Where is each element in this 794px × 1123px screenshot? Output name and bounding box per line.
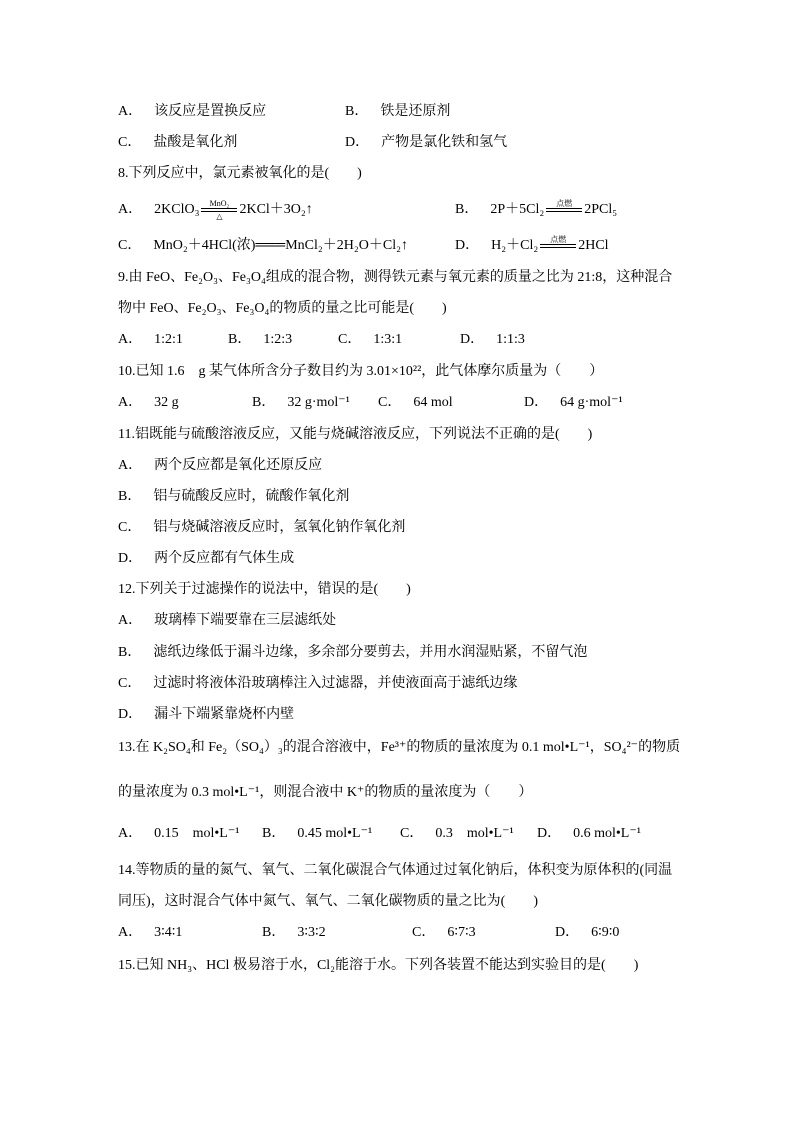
- option-text: 64 g·mol⁻¹: [560, 395, 623, 410]
- q9-stem-line-2: 物中 FeO、Fe₂O₃、Fe₃O₄的物质的量之比可能是( ): [118, 301, 447, 316]
- reaction-condition: [546, 199, 582, 221]
- option-text: 1:2:3: [263, 332, 293, 347]
- option-label: A．: [118, 458, 143, 473]
- reactants: H₂＋Cl₂: [491, 238, 539, 254]
- q11-option-a: [118, 455, 322, 477]
- option-label: A．: [118, 925, 143, 940]
- option-label: A．: [118, 395, 143, 410]
- reaction-condition: [201, 199, 237, 221]
- equals-double-line: [540, 244, 576, 248]
- q11-option-b: [118, 486, 349, 508]
- option-text: 铝与硫酸反应时，硫酸作氧化剂: [153, 489, 350, 504]
- option-label: C．: [118, 520, 142, 535]
- q7-option-c: [118, 132, 237, 154]
- option-label: C．: [118, 676, 142, 691]
- option-text: 0.15 mol•L⁻¹: [154, 826, 240, 841]
- option-label: B．: [455, 202, 479, 218]
- reaction-condition: [540, 235, 576, 257]
- q13-option-c: [400, 823, 514, 845]
- q10-option-c: [378, 392, 453, 414]
- q14-option-d: [555, 922, 619, 944]
- q9-stem-line-1: 9.由 FeO、Fe₂O₃、Fe₃O₄组成的混合物，测得铁元素与氧元素的质量之比为 21:8，这种混合: [118, 270, 673, 285]
- q14-stem-line-1: 14.等物质的量的氮气、氧气、二氧化碳混合气体通过过氧化钠后，体积变为原体积的(同温: [118, 863, 673, 878]
- option-text: 两个反应都有气体生成: [154, 551, 295, 566]
- q12-option-b: [118, 642, 587, 664]
- option-label: D．: [118, 707, 143, 722]
- products: 2PCl₅: [584, 202, 618, 218]
- q13-stem-line-2: 的量浓度为 0.3 mol•L⁻¹，则混合液中 K⁺的物质的量浓度为（ ）: [118, 785, 533, 800]
- option-text: 0.45 mol•L⁻¹: [297, 826, 373, 841]
- q10-option-b: [252, 392, 350, 414]
- option-label: B．: [252, 395, 276, 410]
- option-text: MnO₂＋4HCl(浓)═══MnCl₂＋2H₂O＋Cl₂↑: [153, 238, 408, 253]
- q12-option-d: [118, 704, 294, 726]
- option-text: 过滤时将液体沿玻璃棒注入过滤器，并使液面高于滤纸边缘: [153, 676, 518, 691]
- q7-options-row-1: [0, 101, 794, 123]
- option-label: A．: [118, 202, 143, 218]
- option-label: C．: [412, 925, 436, 940]
- option-text: 盐酸是氧化剂: [153, 135, 238, 150]
- q13-option-b: [262, 823, 372, 845]
- option-label: D．: [455, 238, 480, 254]
- option-label: A．: [118, 104, 143, 119]
- q12-option-c: [118, 673, 517, 695]
- option-text: 铝与烧碱溶液反应时，氢氧化钠作氧化剂: [153, 520, 406, 535]
- q9-option-b: [228, 329, 292, 351]
- q8-options-row-1: [0, 199, 794, 221]
- condition-ignite: 点燃: [556, 199, 573, 208]
- option-label: C．: [118, 135, 142, 150]
- q13-options-row: [0, 823, 794, 845]
- q15-stem: 15.已知 NH₃、HCl 极易溶于水，Cl₂能溶于水。下列各装置不能达到实验目的是( ): [118, 958, 639, 973]
- q13-option-a: [118, 823, 239, 845]
- products: 2HCl: [578, 238, 609, 254]
- q7-options-row-2: [0, 132, 794, 154]
- option-label: C．: [400, 826, 424, 841]
- q14-options-row: [0, 922, 794, 944]
- q12-option-a: [118, 610, 336, 632]
- q7-option-a: [118, 101, 266, 123]
- option-text: 3∶3∶2: [297, 925, 326, 940]
- option-text: 64 mol: [413, 395, 453, 410]
- option-text: 1:1:3: [496, 332, 525, 347]
- q11-option-c: [118, 517, 405, 539]
- q14-option-a: [118, 922, 182, 944]
- option-text: 漏斗下端紧靠烧杯内壁: [154, 707, 295, 722]
- products: 2KCl＋3O₂↑: [239, 202, 313, 218]
- q7-option-d: [345, 132, 507, 154]
- option-label: D．: [555, 925, 580, 940]
- q9-options-row: [0, 329, 794, 351]
- option-label: D．: [345, 135, 370, 150]
- option-text: 1:3:1: [373, 332, 403, 347]
- q9-option-c: [338, 329, 402, 351]
- condition-heat: △: [216, 212, 223, 221]
- q13-option-d: [537, 823, 641, 845]
- option-text: 两个反应都是氧化还原反应: [154, 458, 323, 473]
- q12-stem: 12.下列关于过滤操作的说法中，错误的是( ): [118, 582, 411, 597]
- q8-stem: 8.下列反应中，氯元素被氧化的是( ): [118, 166, 362, 181]
- option-text: 产物是氯化铁和氢气: [381, 135, 508, 150]
- option-label: D．: [460, 332, 485, 347]
- option-label: B．: [118, 645, 142, 660]
- option-text: 6∶9∶0: [591, 925, 620, 940]
- q11-option-d: [118, 548, 294, 570]
- q14-option-c: [412, 922, 476, 944]
- option-label: D．: [118, 551, 143, 566]
- option-text: 6∶7∶3: [447, 925, 476, 940]
- option-text: 3∶4∶1: [154, 925, 183, 940]
- option-text: 铁是还原剂: [380, 104, 451, 119]
- q9-option-a: [118, 329, 183, 351]
- q14-stem-line-2: 同压)，这时混合气体中氮气、氧气、二氧化碳物质的量之比为( ): [118, 894, 538, 909]
- q10-options-row: [0, 392, 794, 414]
- q9-option-d: [460, 329, 525, 351]
- option-label: B．: [262, 826, 286, 841]
- condition-ignite: 点燃: [550, 235, 567, 244]
- option-label: C．: [338, 332, 362, 347]
- q7-option-b: [345, 101, 450, 123]
- option-text: 32 g·mol⁻¹: [287, 395, 350, 410]
- option-text: 该反应是置换反应: [154, 104, 267, 119]
- condition-catalyst: MnO₂: [209, 199, 230, 208]
- option-text: 1:2:1: [154, 332, 183, 347]
- q13-stem-line-1: 13.在 K₂SO₄和 Fe₂（SO₄）₃的混合溶液中，Fe³⁺的物质的量浓度为 0.1 mol•L⁻¹，SO₄²⁻的物质: [118, 740, 681, 755]
- reactants: 2KClO₃: [154, 202, 200, 218]
- q11-stem: 11.铝既能与硫酸溶液反应，又能与烧碱溶液反应，下列说法不正确的是( ): [118, 427, 593, 442]
- q10-option-d: [524, 392, 623, 414]
- option-label: A．: [118, 613, 143, 628]
- option-label: D．: [524, 395, 549, 410]
- option-text: 滤纸边缘低于漏斗边缘，多余部分要剪去，并用水润湿贴紧，不留气泡: [153, 645, 588, 660]
- option-label: B．: [262, 925, 286, 940]
- option-label: A．: [118, 332, 143, 347]
- option-label: B．: [228, 332, 252, 347]
- q10-stem: 10.已知 1.6 g 某气体所含分子数目约为 3.01×10²²，此气体摩尔质量为（ ）: [118, 364, 604, 379]
- option-label: C．: [118, 238, 142, 253]
- q8-option-a: [118, 199, 313, 221]
- option-label: A．: [118, 826, 143, 841]
- q10-option-a: [118, 392, 179, 414]
- option-label: C．: [378, 395, 402, 410]
- reactants: 2P＋5Cl₂: [490, 202, 545, 218]
- option-label: D．: [537, 826, 562, 841]
- option-label: B．: [345, 104, 369, 119]
- q8-option-b: [455, 199, 617, 221]
- q8-option-d: [455, 235, 609, 257]
- q14-option-b: [262, 922, 326, 944]
- option-text: 32 g: [154, 395, 179, 410]
- option-text: 玻璃棒下端要靠在三层滤纸处: [154, 613, 337, 628]
- option-label: B．: [118, 489, 142, 504]
- equals-double-line: [546, 208, 582, 212]
- q8-option-c: [118, 235, 408, 257]
- q8-options-row-2: [0, 235, 794, 257]
- option-text: 0.6 mol•L⁻¹: [573, 826, 641, 841]
- option-text: 0.3 mol•L⁻¹: [435, 826, 514, 841]
